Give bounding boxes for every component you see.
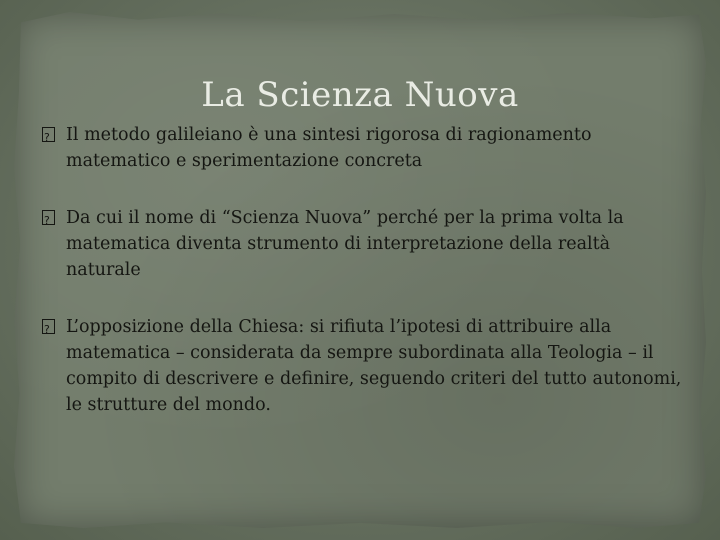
missing-glyph-icon <box>42 319 55 334</box>
bullet-text: Da cui il nome di “Scienza Nuova” perché per la prima volta la matematica diventa strumento di interpretazione della realtà naturale <box>66 208 624 280</box>
bullet-text: Il metodo galileiano è una sintesi rigorosa di ragionamento matematico e sperimentazione concreta <box>66 125 592 171</box>
missing-glyph-icon <box>42 127 55 142</box>
bullet-item <box>40 205 690 283</box>
bullet-text: L’opposizione della Chiesa: si rifiuta l’ipotesi di attribuire alla matematica – considerata da sempre subordinata alla Teologia – il compito di descrivere e definire, seguendo criteri del tutto autonomi, le strutture del mondo. <box>66 317 682 415</box>
bullet-item <box>40 314 690 418</box>
bullet-item <box>40 122 690 174</box>
bullet-list <box>40 122 690 449</box>
missing-glyph-icon <box>42 210 55 225</box>
slide-title: La Scienza Nuova <box>201 74 519 115</box>
